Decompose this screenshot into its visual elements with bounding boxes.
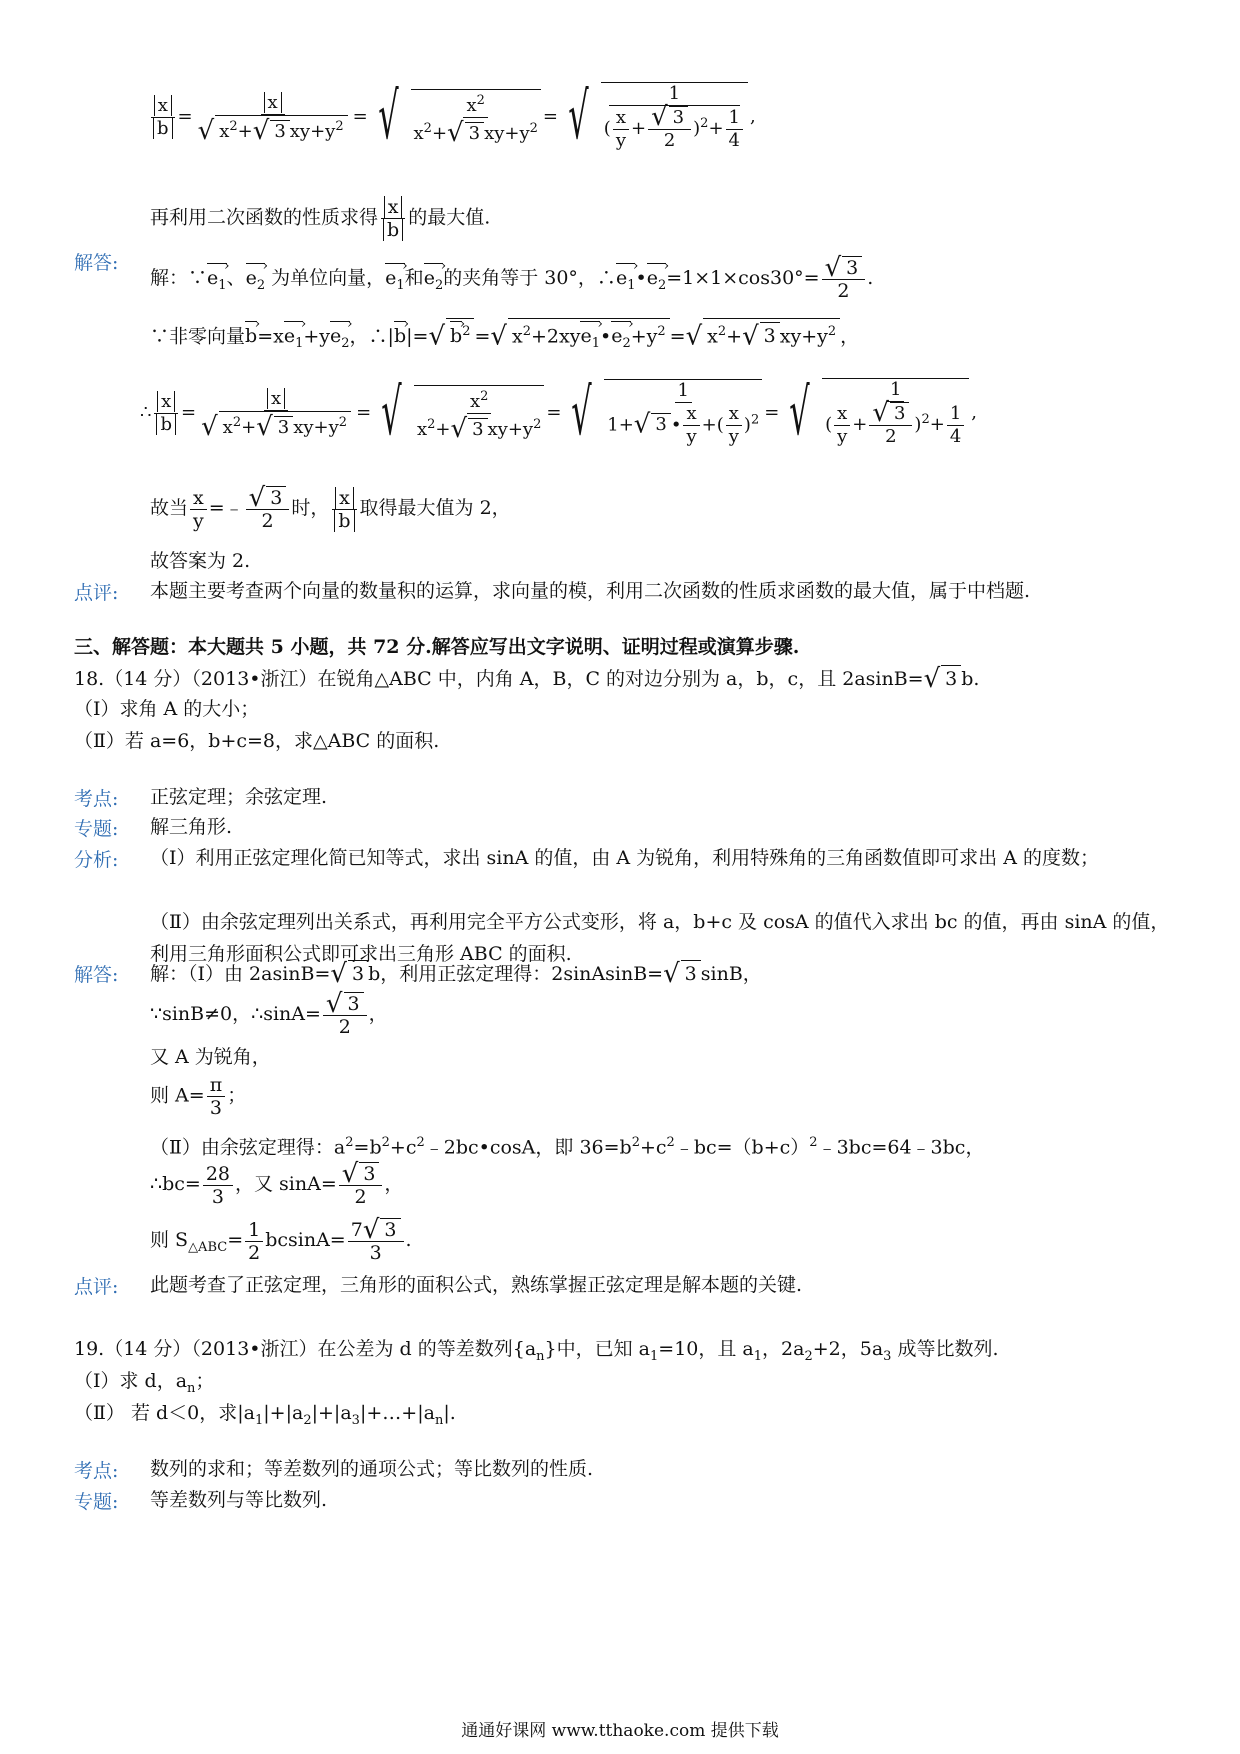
q18-analysis-label: 分析: [74, 849, 119, 871]
q18-analysis1: （Ⅰ）利用正弦定理化简已知等式，求出 sinA 的值，由 A 为锐角，利用特殊角的三角函数值即可求出 A 的度数； [150, 847, 1099, 869]
q17-comment-label: 点评: [74, 582, 119, 604]
q18-part2: （Ⅱ）若 a=6，b+c=8，求△ABC 的面积. [74, 730, 440, 752]
q18-topic: 正弦定理；余弦定理. [150, 786, 328, 808]
top-text-b: 的最大值. [408, 206, 491, 229]
q18-comment-label: 点评: [74, 1276, 119, 1298]
q18-special: 解三角形. [150, 816, 233, 838]
footer: 通通好课网 www.tthaoke.com 提供下载 [461, 1721, 779, 1741]
q17-line4-b: 时， [291, 497, 330, 519]
top-text: 再利用二次函数的性质求得 $\frac{x}{b}$ 的最大值. [150, 196, 491, 241]
q18-s4: 则 A= $\frac{\pi}{3}$ ； [150, 1074, 247, 1119]
q17-comment: 本题主要考查两个向量的数量积的运算，求向量的模，利用二次函数的性质求函数的最大值，属于中档题. [150, 580, 1031, 602]
q18-s1: 解：（Ⅰ）由 2asinB=√ 3 b，利用正弦定理得：2sinAsinB=√ 3 sinB， [150, 959, 762, 989]
section3-heading: 三、解答题：本大题共 5 小题，共 72 分.解答应写出文字说明、证明过程或演算步骤. [74, 636, 800, 658]
q19-topic-label: 考点: [74, 1460, 119, 1482]
q18-analysis2: （Ⅱ）由余弦定理列出关系式，再利用完全平方公式变形，将 a，b+c 及 cosA 的值代入求出 bc 的值，再由 sinA 的值，利用三角形面积公式即可求出三角形 ABC 的面积. [150, 911, 1170, 965]
q17-line1: 解：$\because e_1$ ›、$e_2$ › 为单位向量，$e_1$ ›和$e_2$ ›的夹角等于 30°，$\therefore e_1$ $›•e_2$ ›=1×1×cos30°= $\frac{√ 3}{2}$ . [150, 256, 873, 302]
q19-topic: 数列的求和；等差数列的通项公式；等比数列的性质. [150, 1458, 594, 1480]
q18-special-label: 专题: [74, 818, 119, 840]
q17-line4: 故当 $\frac{x}{y}$ =﹣ $\frac{√ 3}{2}$ 时， $\frac{x}{b}$ 取得最大值为 2， [150, 483, 511, 532]
q17-line5: 故答案为 2. [150, 550, 251, 572]
q18-s7: 则 $S_{\triangle ABC}=$ $\frac{1}{2}$ bcsinA= $\frac{7√ 3}{3}$ . [150, 1215, 412, 1264]
q19-part1: （Ⅰ）求 d，$a_n$； [74, 1370, 215, 1396]
q18-s6: ∴bc= $\frac{28}{3}$ ，又 sinA= $\frac{√ 3}{2}$ ， [150, 1159, 404, 1208]
q18-s3: 又 A 为锐角， [150, 1046, 271, 1068]
q19-stem: 19.（14 分）（2013•浙江）在公差为 d 的等差数列$\{a_n\}$中，已知 $a_1=10$，且 $a_1$，$2a_2+2$，$5a_3$ 成等比数列. [74, 1338, 999, 1364]
top-formula: $\frac{x}{b}$ = $\frac{x}{√ x^2+√ 3 xy+y^2}$ = √ $\frac{x^2}{x^2+√ 3 xy+y^2}$ = √ 1 ( $\frac{x}{y}$ + $\frac{√ 3}{2}$ )$^2$+ $\frac{1}{4}$ , [148, 82, 756, 152]
q18-stem: 18.（14 分）（2013•浙江）在锐角△ABC 中，内角 A，B，C 的对边分别为 a，b，c，且 2asinB=√ 3 b. [74, 664, 980, 694]
q18-part1: （Ⅰ）求角 A 的大小； [74, 698, 260, 720]
q18-comment: 此题考查了正弦定理，三角形的面积公式，熟练掌握正弦定理是解本题的关键. [150, 1274, 803, 1296]
q18-s2: ∵sinB≠0，∴sinA= $\frac{√ 3}{2}$ ， [150, 989, 388, 1038]
q17-line4-a: 故当 [150, 497, 189, 519]
q18-answer-label: 解答: [74, 964, 119, 986]
q18-s5: （Ⅱ）由余弦定理得：$a^2=b^2+c^2﹣2bc•\cos A$，即 $36=b^2+c^2﹣bc=(b+c)^2﹣3bc=64﹣3bc$， [150, 1135, 985, 1159]
q17-line2: ∵非零向量b $›=xe_1$ $›+ye_2$ ›，∴|b ›|=√ b ›$^2$ =√ $x^2+2xye_1$ $›•e_2$ $›+y^2$ =√ $x^2+√$ 3 $xy+y^2$ ， [150, 318, 859, 357]
q19-special-label: 专题: [74, 1491, 119, 1513]
q17-answer-label: 解答: [74, 252, 119, 274]
q18-topic-label: 考点: [74, 788, 119, 810]
q19-part2: （Ⅱ） 若 d＜0，求$|a_1|+|a_2|+|a_3|+\dots+|a_n|$. [74, 1402, 456, 1428]
q17-line3: ∴ $\frac{x}{b}$ = $\frac{x}{√ x^2+√ 3 xy+y^2}$ = √ $\frac{x^2}{x^2+√ 3 xy+y^2}$ = √ 1 1+√ 3 • $\frac{x}{y}$ +( $\frac{x}{y}$ )$^2$ = √ 1 ( $\frac{x}{y}$ + $\frac{√ 3}{2}$ )$^2$+ $\frac{1}{4}$ , [140, 376, 978, 450]
q19-special: 等差数列与等比数列. [150, 1489, 328, 1511]
q17-line4-c: 取得最大值为 2， [359, 497, 511, 519]
top-text-a: 再利用二次函数的性质求得 [150, 206, 379, 229]
